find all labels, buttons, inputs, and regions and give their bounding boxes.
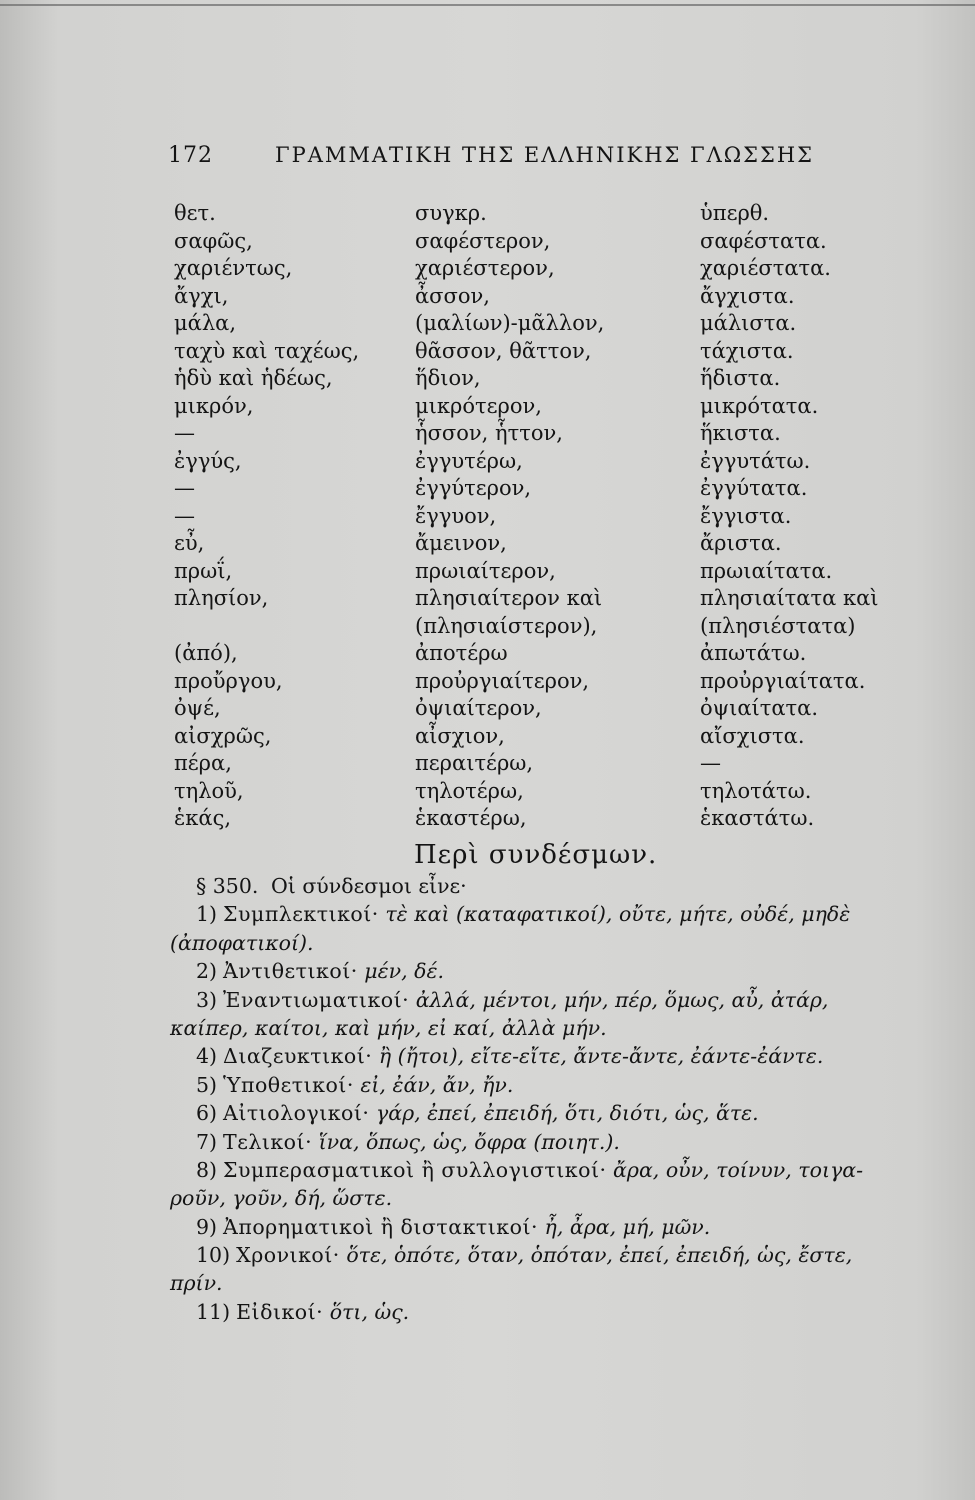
superlative-form: χαριέστατα.	[700, 256, 831, 280]
superlative-form: ὀψιαίτατα.	[700, 696, 819, 720]
conjunction-kind: Χρονικοί·	[236, 1243, 340, 1268]
conjunction-examples: ἵνα, ὅπως, ὡς, ὄφρα (ποιητ.).	[318, 1129, 620, 1154]
continuation-line	[170, 1184, 922, 1212]
table-row	[174, 338, 874, 366]
positive-form: —	[174, 421, 195, 445]
table-row	[174, 750, 874, 778]
item-number: 6)	[196, 1101, 218, 1126]
column-header-comparative: συγκρ.	[415, 201, 487, 225]
conjunctions-section	[170, 872, 922, 1326]
table-row	[174, 448, 874, 476]
item-number: 10)	[196, 1243, 231, 1268]
conjunction-item	[170, 900, 922, 928]
superlative-form: —	[700, 751, 721, 775]
comparative-form: (μαλίων)-μᾶλλον,	[415, 311, 605, 335]
continuation-line	[170, 1269, 922, 1297]
comparative-form: ἄμεινον,	[415, 531, 507, 555]
conjunction-item	[170, 1071, 922, 1099]
item-number: 3)	[196, 987, 218, 1012]
positive-form: μικρόν,	[174, 393, 254, 418]
superlative-form: πλησιαίτατα καὶ	[700, 586, 879, 610]
conjunction-examples: εἰ, ἐάν, ἄν, ἤν.	[360, 1072, 514, 1097]
table-row	[174, 668, 874, 696]
comparative-form: περαιτέρω,	[415, 751, 534, 775]
superlative-form: αἴσχιστα.	[700, 723, 805, 748]
paragraph-label: § 350.	[196, 874, 259, 898]
conjunction-item	[170, 957, 922, 985]
conjunction-kind: Ἀπορηματικοὶ ἢ διστακτικοί·	[223, 1214, 539, 1239]
table-row	[174, 310, 874, 338]
comparative-form: ἆσσον,	[415, 283, 490, 308]
superlative-form: (πλησιέστατα)	[700, 613, 856, 638]
superlative-form: μάλιστα.	[700, 311, 797, 335]
table-row	[174, 420, 874, 448]
conjunction-item	[170, 1042, 922, 1070]
conjunction-item	[170, 1099, 922, 1127]
comparative-form: χαριέστερον,	[415, 256, 555, 280]
continuation-text: πρίν.	[170, 1271, 223, 1296]
positive-form: αἰσχρῶς,	[174, 723, 272, 748]
comparative-form: θᾶσσον, θᾶττον,	[415, 338, 592, 363]
table-row	[174, 255, 874, 283]
section-title: Περὶ συνδέσμων.	[414, 840, 658, 870]
superlative-form: τάχιστα.	[700, 338, 794, 363]
table-row	[174, 805, 874, 833]
superlative-form: ἥκιστα.	[700, 421, 781, 445]
comparative-form: πρωιαίτερον,	[415, 558, 556, 583]
comparative-form: ἔγγυον,	[415, 503, 497, 528]
table-row	[174, 503, 874, 531]
continuation-text: καίπερ, καίτοι, καὶ μήν, εἰ καί, ἀλλὰ μήν.	[170, 1015, 607, 1040]
comparative-form: ἑκαστέρω,	[415, 806, 527, 830]
item-number: 11)	[196, 1299, 231, 1324]
running-title: ΓΡΑΜΜΑΤΙΚΗ ΤΗΣ ΕΛΛΗΝΙΚΗΣ ΓΛΩΣΣΗΣ	[275, 143, 815, 167]
table-row	[174, 585, 879, 613]
positive-form: μάλα,	[174, 311, 236, 335]
superlative-form: πρωιαίτατα.	[700, 558, 833, 583]
conjunction-examples: ὅτε, ὁπότε, ὅταν, ὁπόταν, ἐπεί, ἐπειδή, ὡς, ἔστε,	[346, 1243, 853, 1268]
table-row	[174, 228, 874, 256]
table-row	[174, 475, 874, 503]
positive-form: πέρα,	[174, 751, 232, 775]
conjunction-examples: ἀλλά, μέντοι, μήν, πέρ, ὅμως, αὖ, ἀτάρ,	[415, 987, 829, 1012]
conjunction-item	[170, 986, 922, 1014]
conjunction-kind: Ἀντιθετικοί·	[223, 959, 358, 984]
conjunction-kind: Συμπερασματικοὶ ἢ συλλογιστικοί·	[223, 1157, 607, 1182]
running-header	[168, 143, 815, 175]
superlative-form: μικρότατα.	[700, 393, 819, 418]
table-row	[174, 640, 874, 668]
conjunction-examples: τὲ καὶ (καταφατικοί), οὔτε, μήτε, οὐδέ, μηδὲ	[385, 902, 851, 927]
superlative-form: ἄριστα.	[700, 531, 782, 555]
conjunction-kind: Αἰτιολογικοί·	[223, 1101, 370, 1126]
continuation-line	[170, 929, 922, 957]
conjunction-item	[170, 1128, 922, 1156]
conjunction-item	[170, 1298, 922, 1326]
item-number: 5)	[196, 1072, 218, 1097]
comparative-form: (πλησιαίστερον),	[415, 613, 598, 638]
item-number: 8)	[196, 1157, 218, 1182]
table-row	[174, 283, 874, 311]
positive-form: εὖ,	[174, 531, 205, 555]
positive-form: —	[174, 476, 195, 500]
conjunction-kind: Τελικοί·	[223, 1129, 313, 1154]
comparative-form: ἐγγύτερον,	[415, 476, 532, 500]
positive-form: σαφῶς,	[174, 228, 253, 253]
positive-form: χαριέντως,	[174, 256, 293, 280]
comparative-form: τηλοτέρω,	[415, 778, 524, 803]
table-row	[174, 723, 874, 751]
page-number: 172	[168, 143, 213, 168]
superlative-form: ἑκαστάτω.	[700, 806, 815, 830]
positive-form: (ἀπό),	[174, 641, 238, 665]
positive-form: ἡδὺ καὶ ἡδέως,	[174, 366, 333, 390]
conjunction-kind: Ὑποθετικοί·	[223, 1072, 354, 1097]
conjunction-kind: Διαζευκτικοί·	[223, 1044, 373, 1069]
superlative-form: ἀπωτάτω.	[700, 641, 807, 665]
comparative-form: ἐγγυτέρω,	[415, 448, 523, 473]
comparative-form: προὐργιαίτερον,	[415, 668, 590, 693]
table-row	[174, 558, 874, 586]
comparative-form: ὀψιαίτερον,	[415, 696, 542, 720]
positive-form: ἑκάς,	[174, 806, 232, 830]
paragraph-intro-text: Οἱ σύνδεσμοι εἶνε·	[270, 874, 467, 898]
conjunction-item	[170, 1156, 922, 1184]
positive-form: ἄγχι,	[174, 283, 229, 308]
table-header-row	[174, 200, 874, 228]
superlative-form: σαφέστατα.	[700, 228, 827, 253]
column-header-positive: θετ.	[174, 201, 216, 225]
comparative-form: ἧσσον, ἧττον,	[415, 421, 563, 445]
conjunction-kind: Εἰδικοί·	[236, 1299, 324, 1324]
positive-form: τηλοῦ,	[174, 778, 244, 803]
comparative-form: μικρότερον,	[415, 393, 542, 418]
positive-form: ἐγγύς,	[174, 448, 242, 473]
scan-edge-line	[0, 4, 975, 6]
superlative-form: προὐργιαίτατα.	[700, 668, 866, 693]
conjunction-item	[170, 1213, 922, 1241]
table-row	[174, 530, 874, 558]
item-number: 2)	[196, 959, 218, 984]
adverb-comparison-table	[174, 200, 879, 833]
table-row	[174, 365, 874, 393]
continuation-text: ροῦν, γοῦν, δή, ὥστε.	[170, 1186, 393, 1211]
conjunction-examples: ἄρα, οὖν, τοίνυν, τοιγα-	[613, 1157, 864, 1182]
comparative-form: ἀποτέρω	[415, 641, 508, 665]
positive-form: πρωΐ,	[174, 558, 233, 583]
conjunction-examples: ἦ, ἆρα, μή, μῶν.	[544, 1214, 711, 1239]
conjunction-kind: Συμπλεκτικοί·	[223, 902, 379, 927]
conjunction-examples: ἢ (ἤτοι), εἴτε-εἴτε, ἄντε-ἄντε, ἐάντε-ἐάντε.	[378, 1044, 824, 1069]
conjunction-item	[170, 1241, 922, 1269]
column-header-superlative: ὑπερθ.	[700, 201, 770, 225]
comparative-form: ἥδιον,	[415, 366, 481, 390]
paragraph-intro	[170, 872, 922, 900]
comparative-form: σαφέστερον,	[415, 228, 551, 253]
continuation-text: (ἀποφατικοί).	[170, 930, 314, 955]
conjunction-examples: μέν, δέ.	[364, 959, 444, 984]
superlative-form: ἄγχιστα.	[700, 283, 795, 308]
item-number: 9)	[196, 1214, 218, 1239]
item-number: 7)	[196, 1129, 218, 1154]
conjunction-kind: Ἐναντιωματικοί·	[223, 987, 410, 1012]
conjunction-examples: ὅτι, ὡς.	[329, 1299, 410, 1324]
positive-form: —	[174, 503, 195, 528]
item-number: 4)	[196, 1044, 218, 1069]
superlative-form: τηλοτάτω.	[700, 778, 812, 803]
superlative-form: ἥδιστα.	[700, 366, 781, 390]
positive-form: ὀψέ,	[174, 696, 221, 720]
comparative-form: πλησιαίτερον καὶ	[415, 586, 603, 610]
positive-form: προὔργου,	[174, 668, 283, 693]
table-row	[174, 393, 874, 421]
continuation-line	[170, 1014, 922, 1042]
conjunction-examples: γάρ, ἐπεί, ἐπειδή, ὅτι, διότι, ὡς, ἅτε.	[375, 1101, 759, 1126]
positive-form: ταχὺ καὶ ταχέως,	[174, 338, 360, 363]
table-row	[174, 613, 874, 641]
table-row	[174, 695, 874, 723]
superlative-form: ἐγγύτατα.	[700, 476, 808, 500]
positive-form: πλησίον,	[174, 586, 269, 610]
item-number: 1)	[196, 902, 218, 927]
superlative-form: ἐγγυτάτω.	[700, 448, 811, 473]
table-row	[174, 778, 874, 806]
comparative-form: αἶσχιον,	[415, 723, 505, 748]
superlative-form: ἔγγιστα.	[700, 503, 792, 528]
